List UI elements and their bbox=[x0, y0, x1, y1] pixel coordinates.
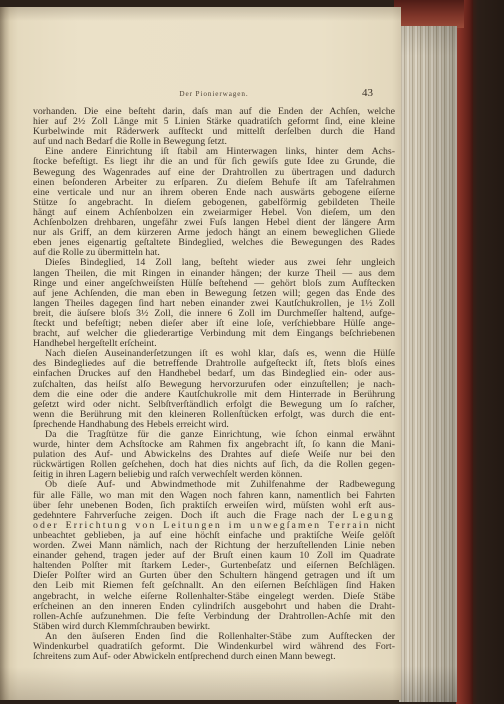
text-line: eben jenes eigenartig geſtaltete Bindeglied, welches die Bewegungen des Rades bbox=[33, 238, 395, 249]
book-cover-top bbox=[394, 0, 464, 28]
text-line: auf die Rolle zu übermitteln hat. bbox=[33, 248, 160, 259]
text-line: auf jene Achſenden, die man eben in Bewegung ſetzen will; gegen das Ende des bbox=[33, 288, 395, 299]
text-line: den Leib mit Riemen feſt geſchnallt. An den eiſernen Beſchlägen ſind Haken bbox=[33, 581, 395, 592]
text-line: breit, die äuſsere bloſs 3½ Zoll, die innere 6 Zoll im Durchmeſſer haltend, aufge- bbox=[33, 308, 395, 319]
body-text bbox=[33, 107, 395, 662]
paragraph bbox=[33, 349, 395, 430]
text-line: hängt auf einem Achſenbolzen ein zweiarmiger Hebel. Von dieſem, um den bbox=[33, 207, 395, 218]
text-line: Achſenbolzen drehbaren, ungefähr zwei Fuſs langen Hebel dient der längere Arm bbox=[33, 218, 395, 229]
text-line: zuſchalten, das heiſst alſo Bewegung hervorzurufen oder einzuſtellen; je nach- bbox=[33, 379, 395, 390]
text-line: Handhebel hergeſtellt erſcheint. bbox=[33, 339, 157, 350]
text-line: dem die eine oder die andere Kautſchukrolle mit dem Hinterrade in Berührung bbox=[33, 389, 395, 400]
text-line: einen beſonderen Arbeiter zu erſparen. Zu dieſem Behufe iſt am Tafelrahmen bbox=[33, 177, 395, 188]
text-line bbox=[33, 511, 395, 521]
text-line: worden. Zwei Mann nämlich, nach der Richtung der herzuſtellenden Linie neben bbox=[33, 541, 395, 552]
text-line: ſchreitens zum Auf- oder Abwickeln entſprechend durch einen Mann bewegt. bbox=[33, 652, 336, 663]
text-line: geſetzt wird oder nicht. Selbſtverſtändlich erfolgt die Bewegung um ſo raſcher, bbox=[33, 399, 395, 410]
paragraph bbox=[33, 430, 395, 480]
text-line: Eine andere Einrichtung iſt ſtabil am Hinterwagen links, hinter dem Achs- bbox=[45, 147, 395, 158]
text-line: rückwärtigen Rollen geſchehen, doch hat dies nichts auf ſich, da die Rollen gegen- bbox=[33, 460, 395, 471]
text-line: wurde, hinter dem Achsſtocke am Rahmen fix angebracht iſt, ſo kann die Mani- bbox=[33, 440, 395, 451]
paragraph bbox=[33, 480, 395, 631]
text-line: eine verticale und nur an ihrem oberen Ende nach auswärts gebogene eiſerne bbox=[33, 187, 395, 198]
text-line: Stütze ſo angebracht. In dieſem gebogenen, gabelförmig gebildeten Theile bbox=[33, 197, 395, 208]
text-line: vorhanden. Die eine beſteht darin, daſs man auf die Enden der Achſen, welche bbox=[33, 107, 395, 117]
paragraph bbox=[33, 107, 395, 147]
text-line: einfachen Druckes auf den Handhebel bedarf, um das Bindeglied ein- oder aus- bbox=[33, 369, 395, 380]
gutter-shadow bbox=[0, 7, 10, 700]
text-line: langen Theilen, die mit Ringen in einander hängen; der kurze Theil — aus dem bbox=[33, 268, 395, 279]
text-line: Ringe und einer angeſchweiſsten Hülſe beſtehend — gehört bloſs zum Aufſtecken bbox=[33, 278, 395, 289]
emphasized-text: oder Errichtung von Leitungen im unwegſamen Terrain bbox=[33, 520, 371, 531]
text-line: Dieſer Polſter wird an Gurten über den Schultern hängend getragen und iſt um bbox=[33, 571, 395, 582]
text-run: gedehntere Fahrverſuche zeigen. Doch iſt auch die Frage nach der bbox=[33, 510, 353, 521]
paragraph bbox=[33, 147, 395, 258]
text-run: nicht bbox=[370, 520, 395, 531]
background bbox=[472, 0, 504, 704]
paragraph bbox=[33, 632, 395, 662]
text-line: hier auf 2½ Zoll Länge mit 5 Linien Stärke quadratiſch geformt ſind, eine kleine bbox=[33, 117, 395, 128]
text-line: für alle Fälle, wo man mit den Wagen noch fahren kann, namentlich bei Fahrten bbox=[33, 490, 395, 501]
text-line: Kurbelwinde mit Räderwerk aufſteckt und mittelſt derſelben durch die Hand bbox=[33, 127, 395, 138]
text-line: unbeachtet geblieben, ja auf eine höchſt einfache und praktiſche Weiſe gelöſt bbox=[33, 530, 395, 541]
text-line: Windenkurbel quadratiſch geformt. Die Windenkurbel wird während des Fort- bbox=[33, 641, 395, 652]
text-line: pulation des Auf- und Abwickelns des Drahtes auf dieſe Weiſe nur bei den bbox=[33, 450, 395, 461]
book-cover-edge bbox=[456, 0, 473, 704]
text-line: haltenden Polſter mit ſtarkem Leder-, Gurtenbeſatz und eiſernen Beſchlägen. bbox=[33, 561, 395, 572]
text-line: langen Theiles dagegen ſind hart neben einander zwei Kautſchukrollen, je 1½ Zoll bbox=[33, 298, 395, 309]
text-line: angebracht, in welche eiſerne Rollenhalter-Stäbe eingelegt werden. Dieſe Stäbe bbox=[33, 591, 395, 602]
text-line: ſprechende Handhabung des Hebels erreicht wird. bbox=[33, 419, 229, 430]
text-line: Bewegung des Wagenrades auf eine der Drahtrollen zu übertragen und dadurch bbox=[33, 167, 395, 178]
page-edges bbox=[399, 26, 457, 702]
text-line: Ob dieſe Auf- und Abwindmethode mit Zuhilfenahme der Radbewegung bbox=[45, 480, 395, 491]
text-line: auf und nach Bedarf die Rolle in Bewegung ſetzt. bbox=[33, 137, 227, 148]
text-line: Stäben wird durch Klemmſchrauben bewirkt. bbox=[33, 621, 211, 632]
text-line: über ſehr unebenen Boden, ſich praktiſch erweiſen wird, müſsten wohl erſt aus- bbox=[33, 500, 395, 511]
text-line: rollen-Achſe aufzunehmen. Die feſte Verbindung der Drahtrollen-Achſe mit den bbox=[33, 611, 395, 622]
text-line: Dieſes Bindeglied, 14 Zoll lang, beſteht wieder aus zwei ſehr ungleich bbox=[45, 258, 395, 269]
text-line bbox=[33, 521, 395, 531]
text-line: bracht, auf welcher die gliederartige Verbindung mit dem Eingangs beſchriebenen bbox=[33, 329, 395, 340]
text-line: wenn die Berührung mit den kleineren Rollenſtücken erfolgt, was durch die ent- bbox=[33, 409, 395, 420]
text-line: Nach dieſen Auseinanderſetzungen iſt es wohl klar, daſs es, wenn die Hülſe bbox=[45, 349, 395, 360]
text-line: nur als Griff, an dem kürzeren Arme jedoch hängt an einem beweglichen Gliede bbox=[33, 228, 395, 239]
page-number: 43 bbox=[362, 87, 373, 99]
emphasized-text: Legung bbox=[352, 510, 395, 521]
book-page bbox=[0, 7, 401, 700]
running-head: Der Pionierwagen. bbox=[179, 90, 249, 98]
text-line: des Bindegliedes auf die betreffende Drahtrolle aufgeſteckt iſt, ſtets bloſs eines bbox=[33, 359, 395, 370]
paragraph bbox=[33, 258, 395, 349]
text-line: An den äuſseren Enden ſind die Rollenhalter-Stäbe zum Aufſtecken der bbox=[45, 631, 395, 642]
text-line: ſtocke befeſtigt. Es liegt ihr die an und für ſich gewiſs gute Idee zu Grunde, die bbox=[33, 157, 395, 168]
text-line: erſcheinen an den inneren Enden cylindriſch ausgebohrt und haben die Draht- bbox=[33, 601, 395, 612]
text-line: ſeitig in ihren Lagern beliebig und raſch verwechſelt werden können. bbox=[33, 470, 303, 481]
text-line: Da die Tragſtütze für die ganze Einrichtung, wie ſchon einmal erwähnt bbox=[45, 430, 395, 440]
text-line: ſteckt und befeſtigt; neben dieſer aber iſt eine loſe, verſchiebbare Hülſe ange- bbox=[33, 318, 395, 329]
text-line: einander gehend, tragen jeder auf der Bruſt einen kaum 10 Zoll im Quadrate bbox=[33, 551, 395, 562]
